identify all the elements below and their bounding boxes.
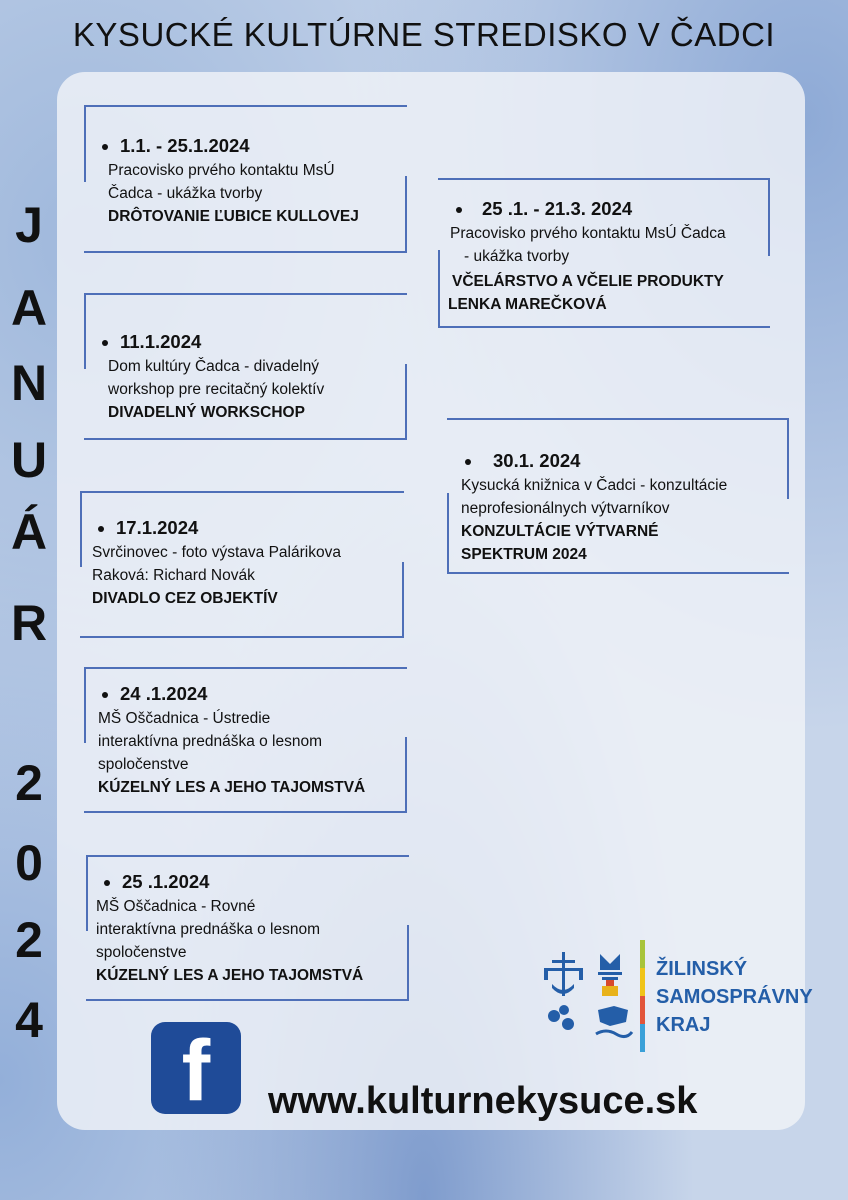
side-digit: 2 <box>15 912 43 968</box>
logo-text-line: ŽILINSKÝ <box>656 958 748 980</box>
header-title: KYSUCKÉ KULTÚRNE STREDISKO V ČADCI <box>72 16 776 53</box>
event-name-line: KÚZELNÝ LES A JEHO TAJOMSTVÁ <box>98 779 366 796</box>
event-description-line: spoločenstve <box>98 756 189 773</box>
event-description <box>80 541 404 587</box>
coat-of-arms-icon <box>540 950 640 1044</box>
website-link[interactable]: www.kulturnekysuce.sk <box>268 1080 698 1122</box>
event-name <box>447 520 789 566</box>
event-name-line: DIVADELNÝ WORKSCHOP <box>108 404 305 421</box>
event-description-line: workshop pre recitačný kolektív <box>108 381 325 398</box>
side-letter: A <box>10 280 48 336</box>
side-letter: U <box>10 432 48 488</box>
side-digit: 4 <box>15 992 43 1048</box>
event-description-line: Pracovisko prvého kontaktu MsÚ <box>108 162 335 179</box>
event-description-line: Dom kultúry Čadca - divadelný <box>108 358 320 375</box>
event-date: 24 .1.2024 <box>84 683 407 705</box>
side-digit: 0 <box>15 835 43 891</box>
region-logo-text <box>656 955 813 1039</box>
event-name-line: LENKA MAREČKOVÁ <box>448 296 607 313</box>
event-description-line: MŠ Oščadnica - Rovné <box>96 898 256 915</box>
event-card <box>80 491 404 638</box>
event-card <box>438 178 770 328</box>
logo-text-line: KRAJ <box>656 1014 711 1036</box>
event-name-line: KONZULTÁCIE VÝTVARNÉ <box>461 523 659 540</box>
event-card <box>447 418 789 574</box>
facebook-icon[interactable] <box>151 1022 241 1119</box>
event-description-line: Raková: Richard Novák <box>92 567 255 584</box>
event-description-line: Čadca - ukážka tvorby <box>108 185 263 202</box>
side-letter: R <box>10 595 48 651</box>
event-description <box>447 474 789 520</box>
event-name-line: KÚZELNÝ LES A JEHO TAJOMSTVÁ <box>96 967 364 984</box>
event-name-line: DIVADLO CEZ OBJEKTÍV <box>92 590 278 607</box>
logo-color-bar <box>640 940 645 1052</box>
event-date: 25 .1. - 21.3. 2024 <box>438 198 770 220</box>
event-name-line: DRÔTOVANIE ĽUBICE KULLOVEJ <box>108 208 359 225</box>
event-card <box>86 855 409 1001</box>
event-description-line: Kysucká knižnica v Čadci - konzultácie <box>461 477 728 494</box>
side-letter: N <box>10 355 48 411</box>
side-digit: 2 <box>15 755 43 811</box>
event-date: 30.1. 2024 <box>447 450 789 472</box>
event-date: 25 .1.2024 <box>86 871 409 893</box>
event-description <box>84 707 407 776</box>
event-description <box>86 895 409 964</box>
event-description-line: neprofesionálnych výtvarníkov <box>461 500 670 517</box>
event-name <box>86 964 409 987</box>
event-description-line: Pracovisko prvého kontaktu MsÚ Čadca <box>450 225 726 242</box>
logo-text-line: SAMOSPRÁVNY <box>656 986 813 1008</box>
event-name <box>80 587 404 610</box>
event-date: 17.1.2024 <box>80 517 404 539</box>
event-name-line: SPEKTRUM 2024 <box>461 546 587 563</box>
event-name <box>438 270 770 316</box>
event-description-line: spoločenstve <box>96 944 187 961</box>
event-description-line: - ukážka tvorby <box>464 248 570 265</box>
event-description-line: interaktívna prednáška o lesnom <box>96 921 321 938</box>
event-card <box>84 667 407 813</box>
side-letter: J <box>15 197 43 253</box>
event-date: 11.1.2024 <box>84 331 407 353</box>
event-description <box>84 355 407 401</box>
event-description <box>438 222 770 268</box>
event-name <box>84 401 407 424</box>
event-description-line: MŠ Oščadnica - Ústredie <box>98 710 271 727</box>
event-name-line: VČELÁRSTVO A VČELIE PRODUKTY <box>452 273 724 290</box>
event-date: 1.1. - 25.1.2024 <box>84 135 407 157</box>
event-name <box>84 776 407 799</box>
event-name <box>84 205 407 228</box>
event-card <box>84 105 407 253</box>
event-description-line: interaktívna prednáška o lesnom <box>98 733 323 750</box>
event-description-line: Svrčinovec - foto výstava Palárikova <box>92 544 341 561</box>
event-description <box>84 159 407 205</box>
event-card <box>84 293 407 440</box>
side-letter: Á <box>10 504 48 560</box>
facebook-letter: f <box>181 1023 211 1119</box>
